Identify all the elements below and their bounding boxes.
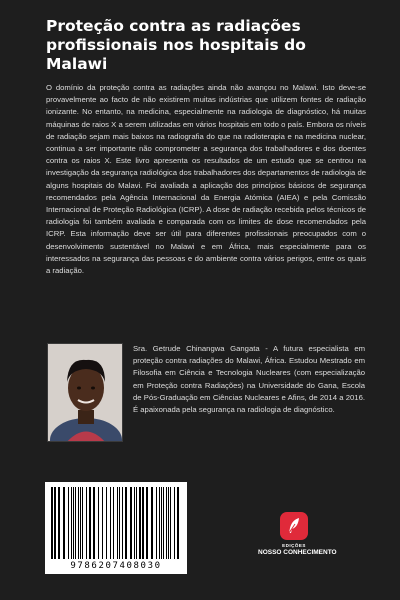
barcode-bar (86, 487, 87, 559)
publisher-name: NOSSO CONHECIMENTO (258, 549, 337, 556)
barcode-bars (49, 487, 183, 559)
barcode-bar (78, 487, 79, 559)
barcode-bar (73, 487, 74, 559)
book-description: O domínio da proteção contra as radiações ainda não avançou no Malawi. Isto deve-se provavelmente ao facto de não existirem muitas indústrias que utilizem fontes de radiação ionizante. No entanto, na medicina, especialmente na radiologia de diagnóstico, há muitas máquinas de raios X a serem utilizadas em vários hospitais em todo o país. Embora os níveis de radiação sejam mais baixos na radiografia do que na radioterapia e na medicina nuclear, continua a ser importante não comprometer a segurança dos trabalhadores e dos doentes contra os raios X. Este livro apresenta os resultados de um estudo que se centrou na investigação da segurança radiológica dos trabalhadores dos departamentos de radiologia de alguns hospitais do Malavi. Foi avaliada a aplicação dos princípios básicos de segurança recomendados pela Agência Internacional da Energia Atómica (AIEA) e pela Comissão Internacional de Proteção Radiológica (ICRP). A dose de radiação recebida pelos técnicos de radiologia foi também avaliada e comparada com os limites de dose recomendados pela ICRP. Esta informação deve ser útil para diferentes profissionais preocupados com o desenvolvimento sustentável no Malawi e em África, mais especialmente para os interessados na segurança das pessoas e do ambiente contra vários perigos, entre os quais a radiação. (46, 83, 366, 276)
barcode-bar (170, 487, 171, 559)
isbn-barcode (45, 482, 187, 574)
barcode-bar (161, 487, 162, 559)
barcode-bar (89, 487, 91, 559)
barcode-bar (125, 487, 127, 559)
barcode-bar (151, 487, 153, 559)
barcode-bar (113, 487, 114, 559)
publisher-label: EDIÇÕES (282, 543, 306, 548)
barcode-bar (159, 487, 160, 559)
barcode-bar (51, 487, 53, 559)
barcode-bar (75, 487, 76, 559)
barcode-bar (93, 487, 95, 559)
author-bio: Sra. Getrude Chinangwa Gangata - A futura especialista em proteção contra radiações do Malawi, África. Estudou Mestrado em Filosofia em Ciência e Tecnologia Nucleares (com especialização em Proteção contra Radiações) na Universidade do Gana, Escola de Pós-Graduação em Ciências Nucleares e Afins, de 2014 a 2016. É apaixonada pela segurança na radiologia de diagnóstico. (133, 344, 365, 415)
barcode-bar (122, 487, 123, 559)
barcode-bar (163, 487, 164, 559)
barcode-bar (139, 487, 141, 559)
barcode-bar (71, 487, 72, 559)
barcode-bar (177, 487, 179, 559)
barcode-bar (119, 487, 120, 559)
barcode-bar (102, 487, 103, 559)
barcode-bar (130, 487, 132, 559)
barcode-bar (106, 487, 107, 559)
barcode-bar (146, 487, 148, 559)
publisher-logo (258, 512, 337, 556)
quill-icon (280, 512, 308, 540)
barcode-bar (80, 487, 81, 559)
barcode-bar (82, 487, 83, 559)
author-portrait-image (48, 344, 123, 442)
barcode-bar (156, 487, 157, 559)
barcode-bar (136, 487, 137, 559)
barcode-bar (68, 487, 69, 559)
book-title: Proteção contra as radiações profissionais nos hospitais do Malawi (46, 17, 306, 73)
barcode-bar (117, 487, 118, 559)
barcode-bar (166, 487, 167, 559)
barcode-bar (142, 487, 144, 559)
barcode-bar (98, 487, 99, 559)
barcode-bar (174, 487, 175, 559)
barcode-bar (134, 487, 135, 559)
author-photo (47, 343, 123, 442)
barcode-bar (63, 487, 65, 559)
barcode-bar (110, 487, 111, 559)
barcode-bar (168, 487, 169, 559)
isbn-number: 9786207408030 (70, 561, 162, 571)
barcode-bar (58, 487, 60, 559)
barcode-bar (54, 487, 56, 559)
